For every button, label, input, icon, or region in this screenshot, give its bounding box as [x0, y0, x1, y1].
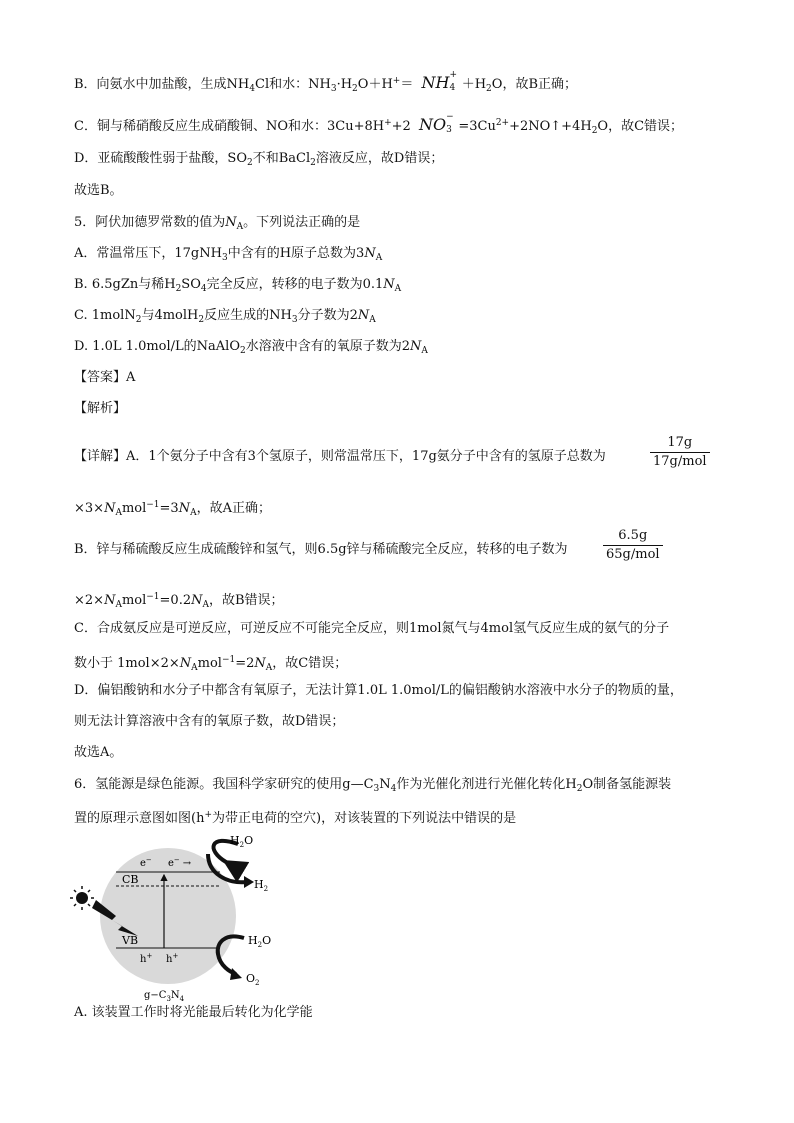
q5-option-a — [74, 245, 382, 267]
sub: A — [394, 284, 402, 294]
text: =0.2 — [159, 593, 192, 608]
sub: 2 — [198, 315, 205, 325]
sup: + — [204, 810, 212, 820]
sub: 4 — [390, 784, 397, 794]
text: A．常温常压下，17gNH — [74, 246, 222, 261]
sub: 4 — [449, 83, 456, 93]
sub: 4 — [200, 284, 207, 294]
text: 反应生成的NH — [204, 308, 292, 323]
text: O，故B正确； — [491, 77, 577, 92]
text: B. 6.5gZn与稀H — [74, 277, 176, 292]
sub: 2 — [135, 315, 142, 325]
text: 完全反应，转移的电子数为0.1 — [206, 277, 384, 292]
option-b-line — [74, 72, 577, 98]
text: 为带正电荷的空穴)，对该装置的下列说法中错误的是 — [212, 811, 517, 826]
text: 不和BaCl — [252, 151, 311, 166]
text: 分子数为2 — [297, 308, 358, 323]
text: ，故B错误； — [208, 593, 284, 608]
text: NO — [418, 115, 447, 134]
catalyst-label: $g-C_3N_4$ — [144, 990, 185, 1003]
text: 作为光催化剂进行光催化转化H — [396, 777, 577, 792]
text: +2 — [391, 119, 411, 134]
text: Cl和水：NH — [255, 77, 331, 92]
sub: A — [191, 663, 198, 673]
sub: A — [369, 315, 376, 325]
detail-d-2: 则无法计算溶液中含有的氧原子数，故D错误； — [74, 714, 345, 729]
sub: 2 — [352, 84, 358, 94]
ammonium-ion — [421, 70, 457, 93]
text: 。下列说法正确的是 — [243, 215, 361, 230]
text: 数小于 1mol×2× — [74, 656, 180, 671]
text: 置的原理示意图如图(h — [74, 811, 205, 826]
sup: + — [384, 118, 392, 128]
text: ＝ — [400, 77, 414, 92]
q5-option-d — [74, 338, 428, 360]
sub: 3 — [446, 125, 452, 135]
sub: A — [421, 346, 428, 356]
na-symbol: N — [104, 501, 116, 516]
text: 5．阿伏加德罗常数的值为 — [74, 215, 226, 230]
text: 水溶液中含有的氧原子数为2 — [245, 339, 411, 354]
fraction-b — [603, 527, 663, 564]
na-symbol: N — [410, 339, 422, 354]
text: mol — [121, 593, 147, 608]
text: 与4molH — [141, 308, 199, 323]
detail-b-2 — [74, 588, 284, 614]
na-symbol: N — [191, 593, 203, 608]
sub: A — [265, 663, 273, 673]
nitrate-ion — [418, 112, 454, 135]
text: SO — [181, 277, 201, 292]
sub: 3 — [373, 784, 380, 794]
text: 6．氢能源是绿色能源。我国科学家研究的使用g—C — [74, 777, 374, 792]
sub: A — [202, 600, 209, 610]
text: NH — [421, 73, 450, 92]
na-symbol: N — [364, 246, 376, 261]
sub: 2 — [310, 158, 316, 168]
na-symbol: N — [104, 593, 116, 608]
text: ，故C错误； — [272, 656, 348, 671]
detail-d-1: D．偏铝酸钠和水分子中都含有氧原子，无法计算1.0L 1.0mol/L的偏铝酸钠水溶液中水分子的物质的量， — [74, 683, 683, 698]
detail-c-1: C．合成氨反应是可逆反应，可逆反应不可能完全反应，则1mol氮气与4mol氢气反应生成的氨气的分子 — [74, 621, 670, 636]
na-symbol: N — [179, 656, 192, 671]
na-symbol: N — [357, 308, 370, 323]
na-symbol: N — [254, 656, 266, 671]
text: O制备氢能源装 — [582, 777, 672, 792]
sub: A — [375, 253, 383, 263]
sup: −1 — [221, 655, 236, 665]
sub: 2 — [175, 284, 182, 294]
text: 溶液反应，故D错误； — [315, 151, 444, 166]
detail-a-2 — [74, 496, 271, 522]
text: D．亚硫酸酸性弱于盐酸，SO — [74, 151, 247, 166]
text: mol — [197, 656, 222, 671]
text: =3Cu — [458, 119, 496, 134]
sup: 2+ — [495, 118, 510, 128]
sub: A — [190, 508, 197, 518]
na-symbol: N — [383, 277, 395, 292]
sub: 4 — [249, 84, 255, 94]
na-symbol: N — [178, 501, 191, 516]
sub: 3 — [291, 315, 298, 325]
text: ×3× — [74, 501, 105, 516]
text: ，故A正确； — [196, 501, 271, 516]
text: D. 1.0L 1.0mol/L的NaAlO — [74, 339, 240, 354]
denominator: 65g/mol — [606, 547, 660, 562]
h2-out-label: $H_2$ — [254, 878, 269, 893]
analysis-label: 【解析】 — [74, 401, 127, 416]
choose-b: 故选B。 — [74, 183, 123, 198]
answer-label: 【答案】A — [74, 370, 136, 385]
h2o-bottom-label: $H_2O$ — [248, 934, 272, 949]
sub: 3 — [330, 84, 337, 94]
sub: 2 — [247, 158, 253, 168]
detail-c-2 — [74, 651, 347, 677]
electron-label-2: e− → — [168, 856, 192, 869]
reduction-arrowhead — [244, 876, 254, 888]
numerator: 6.5g — [603, 527, 663, 546]
cb-label: CB — [122, 873, 139, 886]
detail-a: 【详解】A．1个氨分子中含有3个氢原子，则常温常压下，17g氨分子中含有的氢原子总数为 — [74, 449, 606, 464]
text: mol — [121, 501, 147, 516]
choose-a: 故选A。 — [74, 745, 123, 760]
text: =2 — [235, 656, 255, 671]
sup: + — [392, 76, 401, 86]
text: O，故C错误； — [597, 119, 684, 134]
denominator: 17g/mol — [653, 454, 707, 469]
sub: A — [236, 222, 244, 232]
numerator: 17g — [650, 434, 710, 453]
option-c-line — [74, 114, 683, 140]
sup: −1 — [146, 592, 160, 602]
q6-option-a: A. 该装置工作时将光能最后转化为化学能 — [74, 1005, 313, 1020]
option-d-line — [74, 150, 443, 172]
vb-label: VB — [122, 934, 139, 947]
sup: + — [449, 70, 457, 80]
sup: − — [446, 112, 454, 122]
sub: 3 — [221, 253, 228, 263]
text: +2NO↑+4H — [509, 119, 592, 134]
na-symbol: N — [225, 215, 237, 230]
text: ×2× — [74, 593, 105, 608]
electron-label-1: e− — [140, 856, 152, 869]
oxidation-arrowhead — [230, 968, 242, 980]
sub: 2 — [591, 126, 598, 136]
sub: 2 — [240, 346, 246, 356]
q5-option-b — [74, 276, 401, 298]
detail-b: B．锌与稀硫酸反应生成硫酸锌和氢气，则6.5g锌与稀硫酸完全反应，转移的电子数为 — [74, 542, 568, 557]
o2-out-label: $O_2$ — [246, 972, 260, 987]
h2o-top-label: $H_2O$ — [230, 834, 254, 849]
sup: −1 — [146, 500, 160, 510]
text: N — [379, 777, 391, 792]
text: 中含有的H原子总数为3 — [227, 246, 365, 261]
text: O＋H — [357, 77, 393, 92]
text: ＋H — [461, 77, 487, 92]
hole-label-2: h+ — [166, 952, 179, 965]
text: B．向氨水中加盐酸，生成NH — [74, 77, 250, 92]
fraction-a — [650, 434, 710, 471]
question-6-line-2 — [74, 806, 516, 828]
sub: 2 — [576, 784, 583, 794]
text: C．铜与稀硝酸反应生成硝酸铜、NO和水：3Cu+8H — [74, 119, 385, 134]
question-6-line-1 — [74, 776, 671, 798]
question-5 — [74, 214, 360, 236]
text: ·H — [336, 77, 353, 92]
text: =3 — [159, 501, 179, 516]
sun-icon — [70, 886, 94, 910]
hole-label-1: h+ — [140, 952, 153, 965]
q5-option-c — [74, 307, 376, 329]
sub: 2 — [486, 84, 492, 94]
photocatalyst-diagram — [68, 832, 298, 1007]
text: C. 1molN — [74, 308, 136, 323]
sub: A — [115, 600, 122, 610]
sub: A — [115, 508, 122, 518]
